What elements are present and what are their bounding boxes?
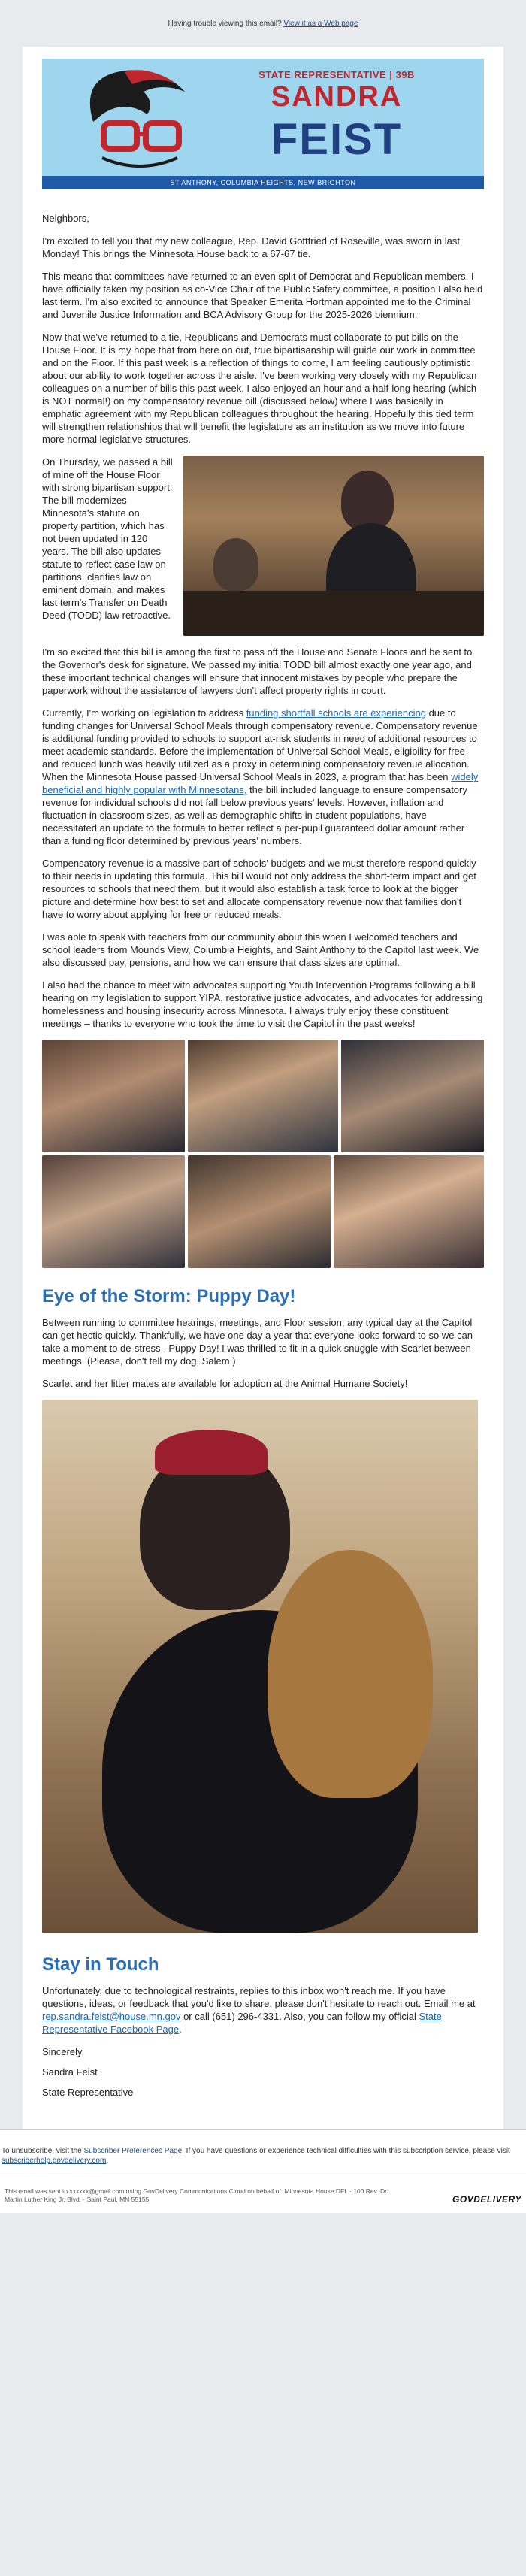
group-photo-6 xyxy=(334,1155,484,1268)
paragraph-comp-revenue: Compensatory revenue is a massive part of schools' budgets and we must therefore respond quickly to their needs in updating this formula. This bill would not only address the short-term impact and get resources to schools that need them, but it would also establish a task force to look at the bigger picture and determine how best to set and allocate compensatory revenue now that families don't have to worry about applying for free or reduced meals. xyxy=(42,858,476,920)
unsub-text-a: To unsubscribe, visit the xyxy=(2,2147,84,2155)
group-photo-4 xyxy=(42,1155,185,1268)
photo-grid-row-1 xyxy=(42,1040,484,1152)
subscriber-help-link[interactable]: subscriberhelp.govdelivery.com xyxy=(2,2157,107,2165)
comp-text-b: due to funding changes for Universal School Meals through compensatory revenue. Compensatory revenue is additional funding provided to schools to support at-risk students in need of additional resources to meet academic standards. Before the implementation of Universal School Meals, eligibility for free and reduced lunch was heavily utilized as a proxy in determining compensatory revenue allocation. When the Minnesota House passed Universal School Meals in 2023, a program that has been xyxy=(42,707,478,782)
paragraph-floor-bill: On Thursday, we passed a bill of mine off the House Floor with strong bipartisan support. The bill modernizes Minnesota's statute on property partition, which has not been updated in 120 years. The bill also updates statute to reflect case law on partitions, clarifies law on eminent domain, and makes last term's Transfer on Death Deed (TODD) law retroactive. xyxy=(42,456,173,621)
house-floor-photo xyxy=(183,456,484,636)
red-hair xyxy=(155,1430,268,1475)
preheader xyxy=(0,0,526,47)
comp-text-a: Currently, I'm working on legislation to address xyxy=(42,707,246,719)
seated-figure xyxy=(213,538,258,591)
unsub-text-c: . xyxy=(106,2157,109,2165)
govdelivery-logo[interactable]: GOVDELIVERY xyxy=(452,2194,521,2205)
paragraph-adoption: Scarlet and her litter mates are available for adoption at the Animal Humane Society! xyxy=(42,1378,408,1389)
greeting: Neighbors, xyxy=(42,213,89,224)
glasses-logo-icon xyxy=(72,62,200,174)
paragraph-sworn-in: I'm excited to tell you that my new colleague, Rep. David Gottfried of Roseville, was sworn in last Monday! This brings the Minnesota House back to a 67-67 tie. xyxy=(42,235,460,259)
paragraph-contact xyxy=(42,1984,484,2036)
signoff xyxy=(42,2045,484,2099)
subscriber-preferences-link[interactable]: Subscriber Preferences Page xyxy=(83,2147,183,2155)
group-photo-1 xyxy=(42,1040,185,1152)
facebook-page-link[interactable]: State Representative Facebook Page xyxy=(42,2011,442,2035)
email-link[interactable]: rep.sandra.feist@house.mn.gov xyxy=(42,2011,181,2022)
puppy-shape xyxy=(268,1550,433,1798)
view-web-link[interactable]: View it as a Web page xyxy=(283,19,358,28)
signature-title: State Representative xyxy=(42,2087,134,2098)
paragraph-compensatory xyxy=(42,707,484,847)
paragraph-puppy-day: Between running to committee hearings, meetings, and Floor session, any typical day at the Capitol can get hectic quickly. Thankfully, we have one day a year that everyone looks forward to so we can take a moment to de-stress –Puppy Day! I was thrilled to fit in a quick snuggle with Scarlet between meetings. (Please, don't tell my dog, Salem.) xyxy=(42,1317,473,1367)
email-card xyxy=(23,47,503,2129)
signature-name: Sandra Feist xyxy=(42,2066,98,2078)
desk-shape xyxy=(183,591,484,636)
group-photo-2 xyxy=(188,1040,338,1152)
paragraph-advocates: I also had the chance to meet with advocates supporting Youth Intervention Programs following a bill hearing on my legislation to support YIPA, restorative justice advocates, and advocates for addressing homelessness and housing insecurity across Minnesota. I always truly enjoy these constituent meetings – thanks to everyone who took the time to visit the Capitol in the past weeks! xyxy=(42,979,483,1029)
banner-first-name: SANDRA xyxy=(271,81,403,113)
group-photo-5 xyxy=(188,1155,331,1268)
rep-figure xyxy=(341,471,394,531)
puppy-photo xyxy=(42,1400,478,1933)
floor-bill-section xyxy=(42,456,484,636)
banner-last-name: FEIST xyxy=(271,115,403,164)
contact-text-a: Unfortunately, due to technological restraints, replies to this inbox won't reach me. If you have questions, ideas, or feedback that you'd like to share, please don't hesitate to reach out. Email me at xyxy=(42,1985,476,2009)
banner-district-strip: ST ANTHONY, COLUMBIA HEIGHTS, NEW BRIGHTON xyxy=(42,176,484,189)
sincerely: Sincerely, xyxy=(42,2046,85,2057)
stay-in-touch-heading: Stay in Touch xyxy=(42,1954,159,1975)
comp-text-c: the bill included language to ensure compensatory revenue for individual schools did not fall below previous years' levels. However, inflation and fluctuation in classroom sizes, as well as demographic shifts in student populations, have necessitated an update to the formula to better reflect a per-pupil guaranteed dollar amount rather than a funding floor determined by previous years' numbers. xyxy=(42,784,467,846)
paragraph-bipartisan: Now that we've returned to a tie, Republicans and Democrats must collaborate to put bills on the House Floor. It is my hope that from here on out, true bipartisanship will guide our work in committee and on the Floor. If this past week is a reflection of things to come, I am feeling cautiously optimistic about our ability to work together across the aisle. I've been working very closely with my Republican colleagues on a number of bills this past week. I also enjoyed an hour and a half-long hearing (which is NOT normal!) on my compensatory revenue bill (discussed below) where I was basically in emphatic agreement with my Republican colleagues throughout the hearing. Hopefully this tied term will strengthen relationships that will benefit the legislature as an institution as we move into future more normal legislative structures. xyxy=(42,331,477,445)
paragraph-committees: This means that committees have returned to an even split of Democrat and Republican members. I have officially taken my position as co-Vice Chair of the Public Safety committee, a position I also held last term. I'm also excited to announce that Speaker Emerita Hortman appointed me to the Criminal and Juvenile Justice Information and BCA Advisory Group for the 2025-2026 biennium. xyxy=(42,271,483,320)
puppy-day-heading: Eye of the Storm: Puppy Day! xyxy=(42,1286,296,1306)
paragraph-teachers: I was able to speak with teachers from our community about this when I welcomed teachers and school leaders from Mounds View, Columbia Heights, and Saint Anthony to the Capitol last week. We also discussed pay, pensions, and how we can ensure that class sizes are optimal. xyxy=(42,931,479,968)
universal-meals-link[interactable]: widely beneficial and highly popular with Minnesotans, xyxy=(42,771,479,795)
banner-role: STATE REPRESENTATIVE | 39B xyxy=(258,69,415,80)
sent-line: This email was sent to xxxxxx@gmail.com using GovDelivery Communications Cloud on behalf of: Minnesota House DFL · 100 Rev. Dr. Martin Luther King Jr. Blvd. · Saint Paul, MN 55155 xyxy=(5,2187,388,2203)
funding-shortfall-link[interactable]: funding shortfall schools are experiencing xyxy=(246,707,426,719)
group-photo-3 xyxy=(341,1040,484,1152)
contact-text-c: . xyxy=(179,2024,182,2035)
photo-grid-row-2 xyxy=(42,1155,484,1268)
unsub-text-b: . If you have questions or experience technical difficulties with this subscription service, please visit xyxy=(182,2147,510,2155)
contact-text-b: or call (651) 296-4331. Also, you can follow my official xyxy=(180,2011,419,2022)
header-banner xyxy=(42,59,484,176)
preheader-text: Having trouble viewing this email? xyxy=(168,19,282,28)
paragraph-todd: I'm so excited that this bill is among the first to pass off the House and Senate Floors and be sent to the Governor's desk for signature. We passed my initial TODD bill almost exactly one year ago, and these important technical changes will ensure that innocent mistakes by people who prepare the paperwork without the assistance of lawyers don't affect property rights in court. xyxy=(42,646,473,696)
unsubscribe-footer xyxy=(0,2129,526,2175)
sender-footer xyxy=(0,2175,526,2213)
